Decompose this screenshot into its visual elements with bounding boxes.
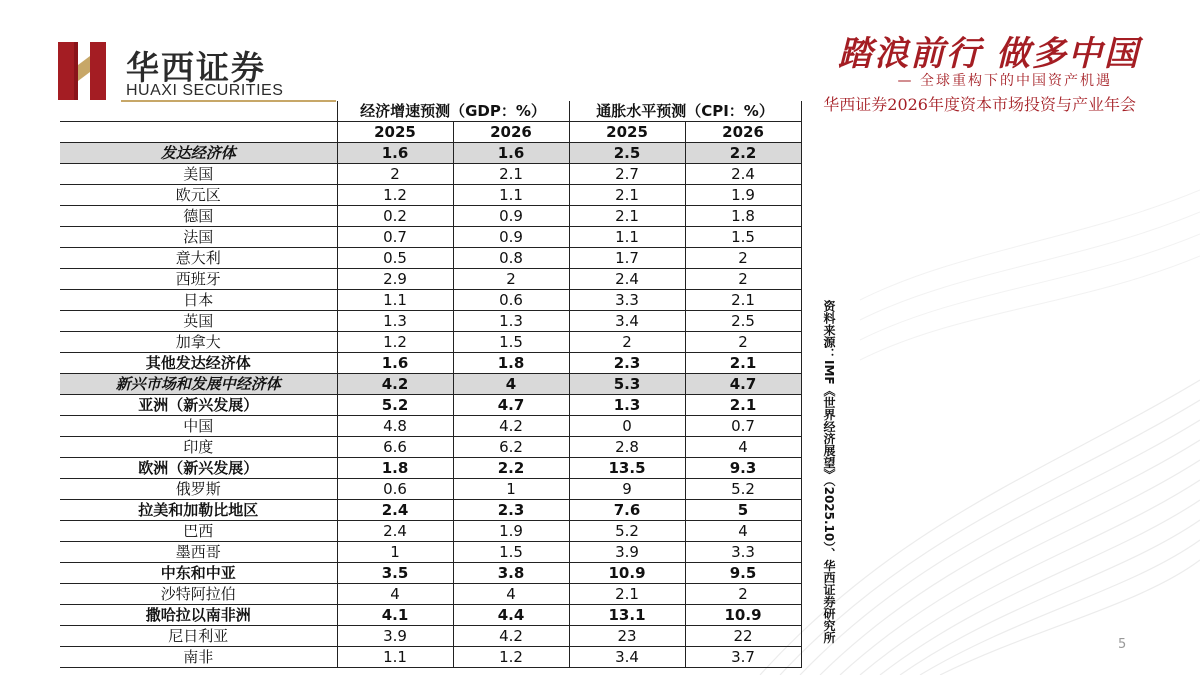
table-row [60, 185, 801, 206]
forecast-value: 4 [453, 374, 569, 395]
forecast-value: 1 [453, 479, 569, 500]
source-note: 资料来源：IMF《世界经济展望》（2025.10）、华西证券研究所 [822, 300, 836, 644]
forecast-value: 0.8 [453, 248, 569, 269]
forecast-value: 4.2 [337, 374, 453, 395]
region-name: 沙特阿拉伯 [60, 584, 337, 605]
table-row [60, 332, 801, 353]
table-row [60, 206, 801, 227]
logo-name-cn: 华西证券 [126, 48, 266, 87]
forecast-value: 6.6 [337, 437, 453, 458]
forecast-value: 1.9 [685, 185, 801, 206]
conference-slogan [790, 26, 1140, 116]
table-row [60, 164, 801, 185]
cpi-header: 通胀水平预测（CPI：%） [569, 101, 801, 122]
forecast-value: 2.3 [569, 353, 685, 374]
forecast-value: 5 [685, 500, 801, 521]
forecast-value: 1.1 [569, 227, 685, 248]
forecast-value: 4.1 [337, 605, 453, 626]
region-name: 西班牙 [60, 269, 337, 290]
forecast-value: 1.6 [337, 143, 453, 164]
table-row [60, 395, 801, 416]
forecast-value: 1.9 [453, 521, 569, 542]
forecast-value: 2.5 [685, 311, 801, 332]
forecast-value: 1.5 [453, 332, 569, 353]
table-row [60, 248, 801, 269]
forecast-value: 2 [337, 164, 453, 185]
forecast-value: 0 [569, 416, 685, 437]
forecast-value: 5.2 [685, 479, 801, 500]
forecast-value: 0.7 [337, 227, 453, 248]
region-name: 印度 [60, 437, 337, 458]
page-number: 5 [1118, 637, 1127, 652]
forecast-value: 3.9 [337, 626, 453, 647]
region-name: 亚洲（新兴发展） [60, 395, 337, 416]
gdp-header: 经济增速预测（GDP：%） [337, 101, 569, 122]
logo-name-en: HUAXI SECURITIES [126, 82, 284, 99]
slogan-main: 踏浪前行 做多中国 [838, 34, 1140, 74]
year-header: 2026 [685, 122, 801, 143]
slogan-subtitle: — 全球重构下的中国资产机遇 [897, 73, 1112, 89]
region-name: 墨西哥 [60, 542, 337, 563]
forecast-value: 0.6 [337, 479, 453, 500]
forecast-value: 5.3 [569, 374, 685, 395]
forecast-value: 1.5 [685, 227, 801, 248]
region-name: 拉美和加勒比地区 [60, 500, 337, 521]
forecast-value: 2.7 [569, 164, 685, 185]
forecast-value: 3.8 [453, 563, 569, 584]
conference-title: 华西证券2026年度资本市场投资与产业年会 [823, 95, 1136, 114]
forecast-value: 9 [569, 479, 685, 500]
forecast-value: 2.2 [453, 458, 569, 479]
region-name: 南非 [60, 647, 337, 668]
forecast-value: 0.9 [453, 206, 569, 227]
forecast-value: 2 [685, 584, 801, 605]
table-row [60, 479, 801, 500]
region-name: 德国 [60, 206, 337, 227]
huaxi-logo [58, 42, 298, 102]
region-name: 新兴市场和发展中经济体 [60, 374, 337, 395]
region-name: 意大利 [60, 248, 337, 269]
forecast-value: 2.4 [337, 521, 453, 542]
forecast-value: 4 [685, 437, 801, 458]
forecast-value: 1.1 [453, 185, 569, 206]
forecast-value: 4 [685, 521, 801, 542]
forecast-value: 1.3 [453, 311, 569, 332]
year-header: 2025 [337, 122, 453, 143]
table-row [60, 458, 801, 479]
forecast-value: 0.2 [337, 206, 453, 227]
forecast-value: 3.4 [569, 647, 685, 668]
forecast-value: 3.5 [337, 563, 453, 584]
forecast-value: 2.4 [337, 500, 453, 521]
table-row [60, 269, 801, 290]
table-corner [60, 101, 337, 122]
region-name: 巴西 [60, 521, 337, 542]
table-row [60, 311, 801, 332]
forecast-value: 4 [337, 584, 453, 605]
forecast-value: 2 [569, 332, 685, 353]
region-name: 加拿大 [60, 332, 337, 353]
region-name: 其他发达经济体 [60, 353, 337, 374]
huaxi-logo-mark-icon [58, 42, 106, 100]
forecast-value: 4.2 [453, 626, 569, 647]
forecast-value: 2.1 [453, 164, 569, 185]
forecast-value: 5.2 [569, 521, 685, 542]
forecast-value: 1.5 [453, 542, 569, 563]
forecast-value: 2 [453, 269, 569, 290]
forecast-value: 0.6 [453, 290, 569, 311]
forecast-value: 1.3 [337, 311, 453, 332]
table-row [60, 353, 801, 374]
forecast-value: 2.4 [569, 269, 685, 290]
table-row [60, 563, 801, 584]
table-row [60, 290, 801, 311]
forecast-value: 9.3 [685, 458, 801, 479]
forecast-value: 2.1 [569, 584, 685, 605]
forecast-value: 1.3 [569, 395, 685, 416]
table-row [60, 416, 801, 437]
forecast-value: 2.3 [453, 500, 569, 521]
forecast-value: 22 [685, 626, 801, 647]
table-row [60, 626, 801, 647]
table-row [60, 227, 801, 248]
table-row [60, 437, 801, 458]
forecast-value: 3.4 [569, 311, 685, 332]
region-name: 英国 [60, 311, 337, 332]
region-name: 美国 [60, 164, 337, 185]
forecast-value: 2.5 [569, 143, 685, 164]
forecast-value: 2.2 [685, 143, 801, 164]
table-row [60, 521, 801, 542]
region-name: 日本 [60, 290, 337, 311]
forecast-value: 2 [685, 332, 801, 353]
year-header: 2025 [569, 122, 685, 143]
table-row [60, 143, 801, 164]
forecast-value: 1.6 [453, 143, 569, 164]
forecast-value: 23 [569, 626, 685, 647]
forecast-value: 2.1 [685, 353, 801, 374]
forecast-value: 1.1 [337, 290, 453, 311]
forecast-value: 4.4 [453, 605, 569, 626]
region-name: 俄罗斯 [60, 479, 337, 500]
forecast-value: 10.9 [685, 605, 801, 626]
forecast-value: 1.2 [337, 332, 453, 353]
imf-forecast-table [60, 101, 802, 668]
forecast-value: 2.1 [685, 290, 801, 311]
table-body [60, 143, 801, 668]
forecast-value: 2.8 [569, 437, 685, 458]
forecast-value: 1.2 [453, 647, 569, 668]
forecast-value: 2.4 [685, 164, 801, 185]
table-row [60, 584, 801, 605]
table-row [60, 605, 801, 626]
forecast-value: 3.9 [569, 542, 685, 563]
forecast-value: 7.6 [569, 500, 685, 521]
region-name: 中东和中亚 [60, 563, 337, 584]
forecast-value: 1.2 [337, 185, 453, 206]
forecast-value: 5.2 [337, 395, 453, 416]
region-name: 发达经济体 [60, 143, 337, 164]
forecast-value: 0.7 [685, 416, 801, 437]
year-header: 2026 [453, 122, 569, 143]
forecast-value: 4 [453, 584, 569, 605]
forecast-value: 6.2 [453, 437, 569, 458]
forecast-value: 13.1 [569, 605, 685, 626]
forecast-value: 3.3 [685, 542, 801, 563]
forecast-value: 1.7 [569, 248, 685, 269]
forecast-value: 4.8 [337, 416, 453, 437]
table-row [60, 500, 801, 521]
forecast-value: 1.8 [337, 458, 453, 479]
forecast-value: 4.7 [685, 374, 801, 395]
region-name: 中国 [60, 416, 337, 437]
forecast-value: 1.8 [453, 353, 569, 374]
table-row [60, 542, 801, 563]
forecast-value: 3.7 [685, 647, 801, 668]
forecast-value: 4.2 [453, 416, 569, 437]
region-name: 撒哈拉以南非洲 [60, 605, 337, 626]
region-name: 欧洲（新兴发展） [60, 458, 337, 479]
forecast-value: 2.1 [569, 185, 685, 206]
forecast-value: 1.1 [337, 647, 453, 668]
forecast-value: 4.7 [453, 395, 569, 416]
forecast-value: 0.9 [453, 227, 569, 248]
forecast-value: 1.8 [685, 206, 801, 227]
forecast-value: 2.1 [685, 395, 801, 416]
forecast-value: 13.5 [569, 458, 685, 479]
region-name: 尼日利亚 [60, 626, 337, 647]
region-name: 法国 [60, 227, 337, 248]
table-row [60, 374, 801, 395]
table-row [60, 647, 801, 668]
forecast-value: 2.1 [569, 206, 685, 227]
region-name: 欧元区 [60, 185, 337, 206]
forecast-value: 10.9 [569, 563, 685, 584]
forecast-value: 2 [685, 248, 801, 269]
forecast-value: 2.9 [337, 269, 453, 290]
forecast-value: 9.5 [685, 563, 801, 584]
table-corner-year [60, 122, 337, 143]
forecast-value: 1 [337, 542, 453, 563]
forecast-value: 2 [685, 269, 801, 290]
forecast-value: 1.6 [337, 353, 453, 374]
forecast-value: 3.3 [569, 290, 685, 311]
forecast-value: 0.5 [337, 248, 453, 269]
